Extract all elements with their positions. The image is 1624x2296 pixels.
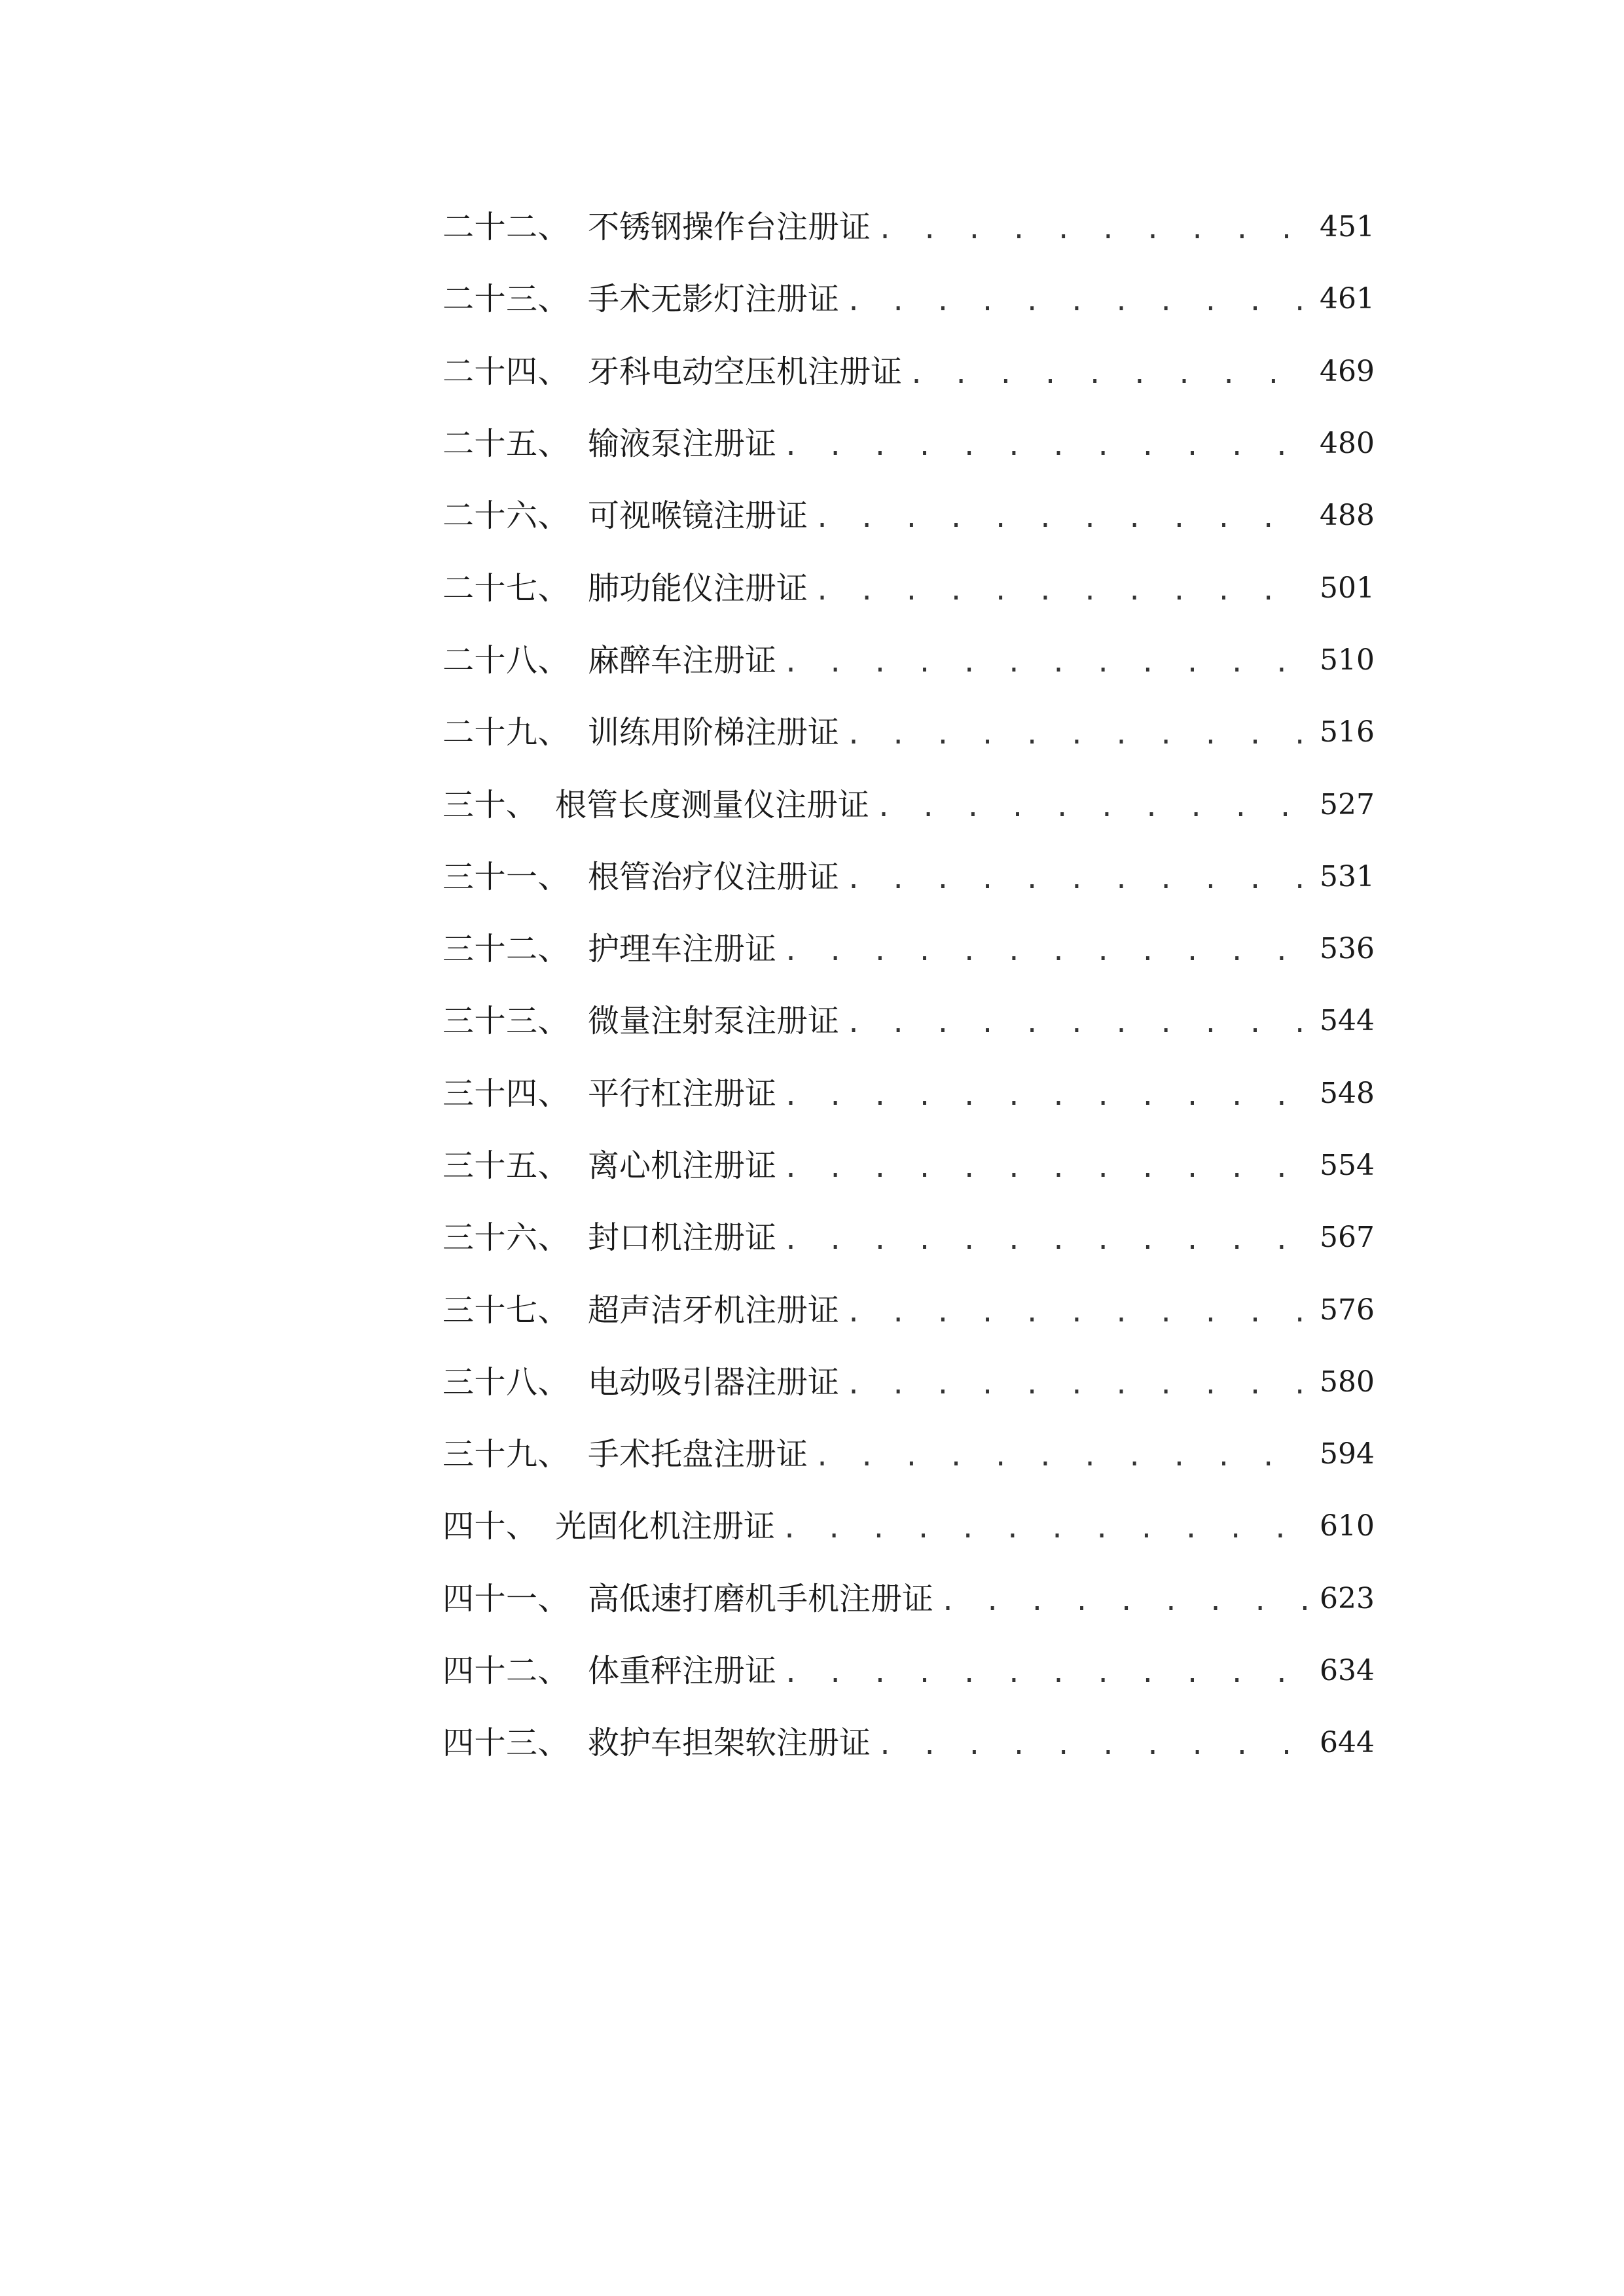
toc-entry-title: 封口机注册证 [588, 1219, 777, 1257]
toc-entry-page: 567 [1320, 1221, 1375, 1255]
toc-entry-title: 可视喉镜注册证 [588, 497, 808, 535]
toc-entry-number: 四十二、 [442, 1653, 570, 1690]
dot-leader [783, 650, 1309, 676]
toc-entry-number: 二十八、 [442, 641, 570, 679]
dot-leader [846, 1300, 1309, 1326]
dot-leader [814, 1444, 1309, 1470]
toc-entry-page: 548 [1320, 1076, 1375, 1110]
toc-entry-page: 461 [1320, 282, 1375, 316]
toc-entry[interactable] [442, 263, 1375, 335]
toc-entry-title: 救护车担架软注册证 [588, 1725, 871, 1762]
toc-entry-page: 527 [1320, 787, 1375, 821]
dot-leader [814, 578, 1309, 604]
dot-leader [940, 1588, 1309, 1615]
toc-entry[interactable] [442, 985, 1375, 1057]
toc-entry-number: 三十五、 [442, 1147, 570, 1184]
toc-entry-title: 不锈钢操作台注册证 [588, 209, 871, 246]
dot-leader [783, 1227, 1309, 1253]
dot-leader [877, 217, 1309, 243]
toc-entry-number: 三十六、 [442, 1219, 570, 1257]
toc-entry-title: 根管治疗仪注册证 [588, 858, 840, 895]
toc-entry-page: 610 [1320, 1509, 1375, 1543]
toc-entry-number: 三十九、 [442, 1436, 570, 1473]
toc-entry-number: 二十六、 [442, 497, 570, 535]
dot-leader [783, 1155, 1309, 1181]
toc-entry[interactable] [442, 1130, 1375, 1202]
dot-leader [846, 1011, 1309, 1037]
toc-entry[interactable] [442, 913, 1375, 985]
toc-entry-number: 四十三、 [442, 1725, 570, 1762]
toc-entry[interactable] [442, 1490, 1375, 1562]
toc-entry-number: 二十七、 [442, 569, 570, 607]
toc-entry-page: 634 [1320, 1654, 1375, 1688]
toc-entry-title: 离心机注册证 [588, 1147, 777, 1184]
toc-entry-title: 护理车注册证 [588, 931, 777, 968]
toc-entry-page: 510 [1320, 643, 1375, 677]
dot-leader [909, 361, 1309, 387]
toc-entry-title: 输液泵注册证 [588, 425, 777, 463]
toc-entry-number: 二十二、 [442, 209, 570, 246]
dot-leader [846, 722, 1309, 748]
dot-leader [846, 1372, 1309, 1398]
toc-entry[interactable] [442, 1707, 1375, 1779]
toc-entry-title: 光固化机注册证 [555, 1508, 776, 1545]
toc-entry-page: 594 [1320, 1437, 1375, 1471]
toc-entry[interactable] [442, 1346, 1375, 1418]
dot-leader [783, 939, 1309, 965]
toc-entry-page: 576 [1320, 1293, 1375, 1327]
toc-entry-page: 544 [1320, 1004, 1375, 1038]
toc-entry-page: 623 [1320, 1581, 1375, 1615]
toc-entry-number: 三十七、 [442, 1291, 570, 1329]
toc-entry-page: 554 [1320, 1149, 1375, 1182]
toc-entry-page: 451 [1320, 210, 1375, 244]
toc-entry[interactable] [442, 1418, 1375, 1490]
dot-leader [783, 433, 1309, 459]
toc-entry-number: 三十八、 [442, 1363, 570, 1401]
toc-entry-page: 644 [1320, 1726, 1375, 1760]
toc-entry-title: 麻醉车注册证 [588, 641, 777, 679]
dot-leader [782, 1516, 1309, 1542]
toc-entry-number: 三十一、 [442, 858, 570, 895]
toc-entry-number: 二十九、 [442, 714, 570, 751]
toc-entry-title: 训练用阶梯注册证 [588, 714, 840, 751]
toc-entry-number: 二十四、 [442, 353, 570, 390]
toc-entry[interactable] [442, 696, 1375, 768]
toc-entry-title: 超声洁牙机注册证 [588, 1291, 840, 1329]
toc-entry-title: 微量注射泵注册证 [588, 1003, 840, 1040]
toc-entry-title: 牙科电动空压机注册证 [588, 353, 903, 390]
toc-entry[interactable] [442, 191, 1375, 263]
toc-entry-number: 二十三、 [442, 281, 570, 318]
dot-leader [876, 795, 1309, 821]
toc-entry-number: 三十二、 [442, 931, 570, 968]
toc-entry-page: 580 [1320, 1365, 1375, 1399]
toc-entry-title: 手术无影灯注册证 [588, 281, 840, 318]
dot-leader [783, 1083, 1309, 1109]
dot-leader [814, 505, 1309, 531]
toc-entry[interactable] [442, 408, 1375, 480]
dot-leader [783, 1660, 1309, 1687]
toc-entry[interactable] [442, 336, 1375, 408]
table-of-contents [442, 191, 1375, 1780]
toc-entry[interactable] [442, 624, 1375, 696]
toc-entry-title: 根管长度测量仪注册证 [555, 786, 870, 823]
toc-entry-page: 501 [1320, 571, 1375, 605]
toc-entry[interactable] [442, 1635, 1375, 1707]
toc-entry-number: 二十五、 [442, 425, 570, 463]
toc-entry[interactable] [442, 552, 1375, 624]
toc-entry[interactable] [442, 1202, 1375, 1274]
toc-entry-number: 三十、 [442, 786, 538, 823]
toc-entry-title: 体重秤注册证 [588, 1653, 777, 1690]
toc-entry-title: 电动吸引器注册证 [588, 1363, 840, 1401]
toc-entry-page: 469 [1320, 354, 1375, 388]
toc-entry-page: 531 [1320, 859, 1375, 893]
toc-entry-title: 高低速打磨机手机注册证 [588, 1580, 934, 1617]
toc-entry-number: 四十一、 [442, 1580, 570, 1617]
toc-entry[interactable] [442, 1058, 1375, 1130]
toc-entry-page: 480 [1320, 427, 1375, 461]
dot-leader [846, 289, 1309, 315]
toc-entry[interactable] [442, 480, 1375, 552]
toc-entry-page: 516 [1320, 715, 1375, 749]
toc-entry-title: 手术托盘注册证 [588, 1436, 808, 1473]
toc-entry-page: 488 [1320, 499, 1375, 533]
toc-entry[interactable] [442, 768, 1375, 840]
toc-entry[interactable] [442, 1563, 1375, 1635]
toc-entry-page: 536 [1320, 932, 1375, 966]
toc-entry-title: 平行杠注册证 [588, 1075, 777, 1112]
dot-leader [877, 1732, 1309, 1759]
toc-entry-number: 四十、 [442, 1508, 538, 1545]
toc-entry-title: 肺功能仪注册证 [588, 569, 808, 607]
dot-leader [846, 867, 1309, 893]
toc-entry[interactable] [442, 841, 1375, 913]
toc-entry[interactable] [442, 1274, 1375, 1346]
toc-entry-number: 三十三、 [442, 1003, 570, 1040]
toc-entry-number: 三十四、 [442, 1075, 570, 1112]
